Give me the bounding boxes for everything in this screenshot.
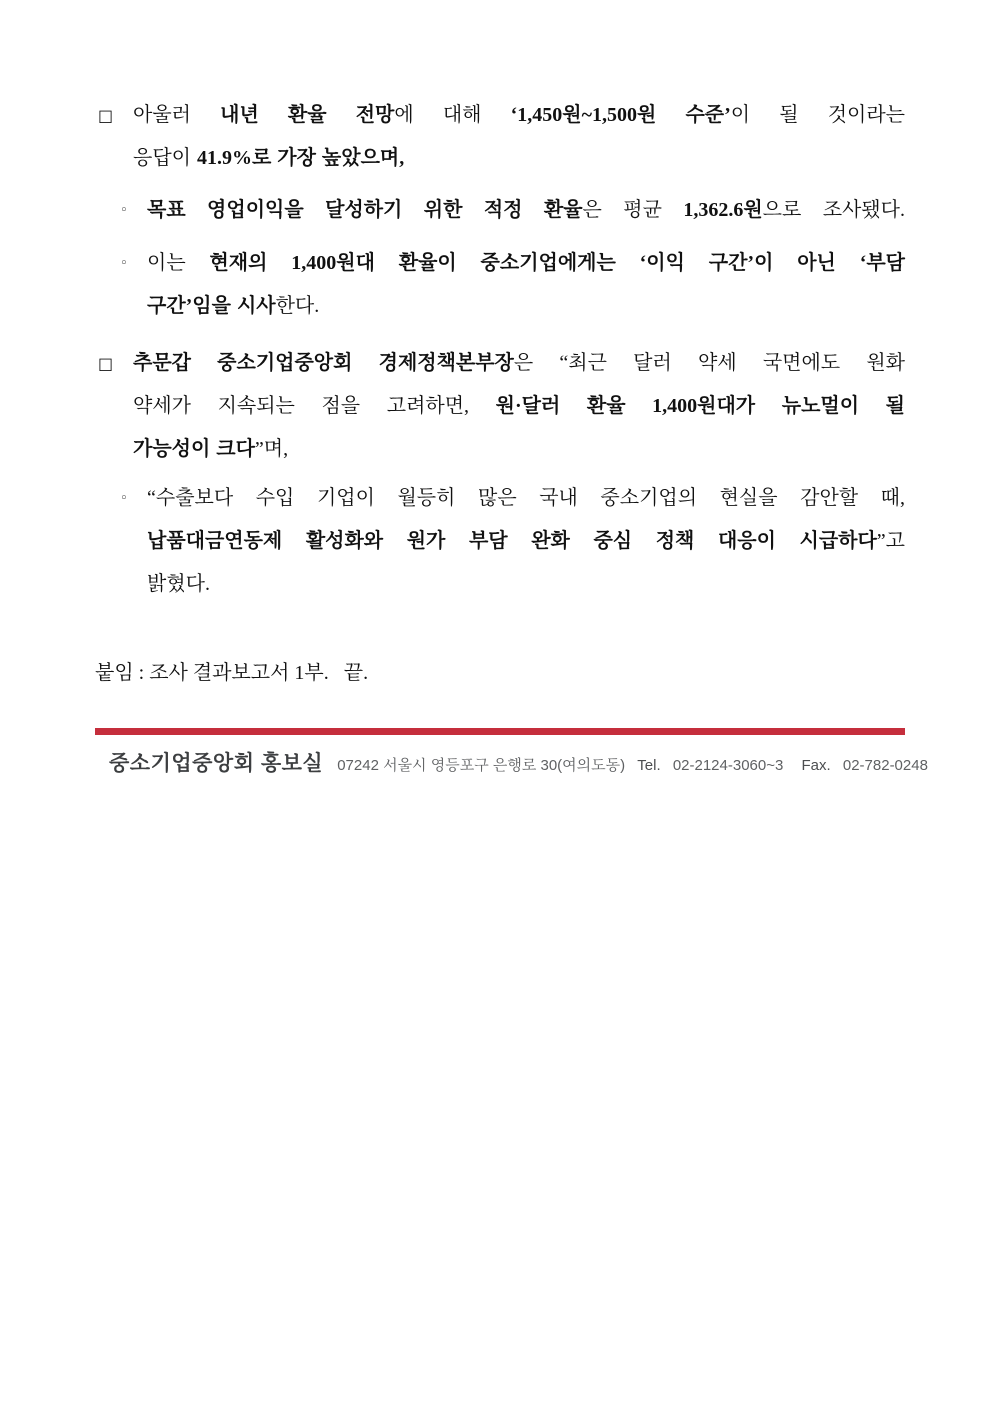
- text-run: 에 대해: [394, 104, 511, 126]
- text-line: [147, 189, 905, 232]
- paragraph-text: [133, 94, 905, 180]
- text-line: [147, 477, 905, 520]
- square-bullet-icon: □: [98, 354, 114, 373]
- text-run: 약세가 지속되는 점을 고려하면,: [133, 395, 496, 417]
- circle-bullet-icon: ◦: [120, 256, 128, 271]
- text-line: [133, 428, 905, 471]
- document-body: [95, 94, 905, 688]
- paragraph-text: [147, 189, 905, 232]
- text-line: [133, 137, 905, 180]
- text-run: 은 평균: [582, 199, 684, 221]
- paragraph-text: [133, 342, 905, 471]
- footer-tel-label: Tel.: [637, 757, 661, 774]
- bullet-paragraph-forecast: [95, 94, 905, 180]
- paragraph-text: [147, 477, 905, 606]
- text-run: 목표 영업이익을 달성하기 위한 적정 환율: [147, 199, 583, 221]
- text-run: 가능성이 크다: [133, 438, 255, 460]
- text-run: 구간’임을 시사: [147, 295, 276, 317]
- text-run: 원·달러 환율 1,400원대가 뉴노멀이 될: [495, 395, 905, 417]
- attachment-note: 붙임 : 조사 결과보고서 1부. 끝.: [95, 662, 369, 684]
- footer-tel-number: 02-2124-3060~3: [672, 757, 784, 774]
- text-run: 현재의 1,400원대 환율이 중소기업에게는 ‘이익 구간’이 아닌 ‘부담: [209, 252, 905, 274]
- circle-bullet-icon: ◦: [120, 203, 128, 218]
- text-run: 아울러: [133, 104, 221, 126]
- bullet-paragraph-quote-intro: [95, 342, 905, 471]
- document-footer: [95, 728, 928, 777]
- text-line: [147, 520, 905, 563]
- footer-fax-number: 02-782-0248: [842, 757, 928, 774]
- sub-bullet-paragraph-target-rate: [95, 189, 905, 232]
- text-run: ‘1,450원~1,500원 수준’: [510, 104, 731, 126]
- text-run: 이 될 것이라는: [730, 104, 906, 126]
- text-line: [147, 285, 905, 328]
- text-run: 납품대금연동제 활성화와 원가 부담 완화 중심 정책 대응이 시급하다: [147, 530, 877, 552]
- text-run: 41.9%로 가장 높았으며,: [196, 147, 405, 169]
- footer-fax-label: Fax.: [801, 757, 831, 774]
- text-run: 내년 환율 전망: [220, 104, 395, 126]
- text-line: [133, 342, 905, 385]
- text-run: 으로 조사됐다.: [762, 199, 905, 221]
- paragraph-text: [147, 242, 905, 328]
- text-run: 응답이: [133, 147, 197, 169]
- text-run: 이는: [147, 252, 210, 274]
- text-run: ”며,: [254, 438, 289, 460]
- footer-contact-info: [337, 754, 928, 775]
- square-bullet-icon: □: [98, 106, 114, 125]
- footer-contact-row: [95, 747, 928, 777]
- sub-bullet-paragraph-quote-body: [95, 477, 905, 606]
- text-run: 은 “최근 달러 약세 국면에도 원화: [513, 352, 905, 374]
- text-run: 추문갑 중소기업중앙회 경제정책본부장: [133, 352, 514, 374]
- text-line: [133, 385, 905, 428]
- footer-red-rule: [95, 728, 905, 735]
- sub-bullet-paragraph-burden-zone: [95, 242, 905, 328]
- circle-bullet-icon: ◦: [120, 491, 128, 506]
- text-run: 밝혔다.: [147, 573, 210, 595]
- text-line: [133, 94, 905, 137]
- text-run: 한다.: [275, 295, 320, 317]
- text-run: ”고: [876, 530, 905, 552]
- text-line: [147, 242, 905, 285]
- text-run: 1,362.6원: [683, 199, 763, 221]
- text-line: [147, 563, 905, 606]
- footer-org-name: 중소기업중앙회 홍보실: [109, 752, 324, 775]
- footer-address: 07242 서울시 영등포구 은행로 30(여의도동): [337, 757, 626, 774]
- text-run: “수출보다 수입 기업이 월등히 많은 국내 중소기업의 현실을 감안할 때,: [147, 487, 905, 509]
